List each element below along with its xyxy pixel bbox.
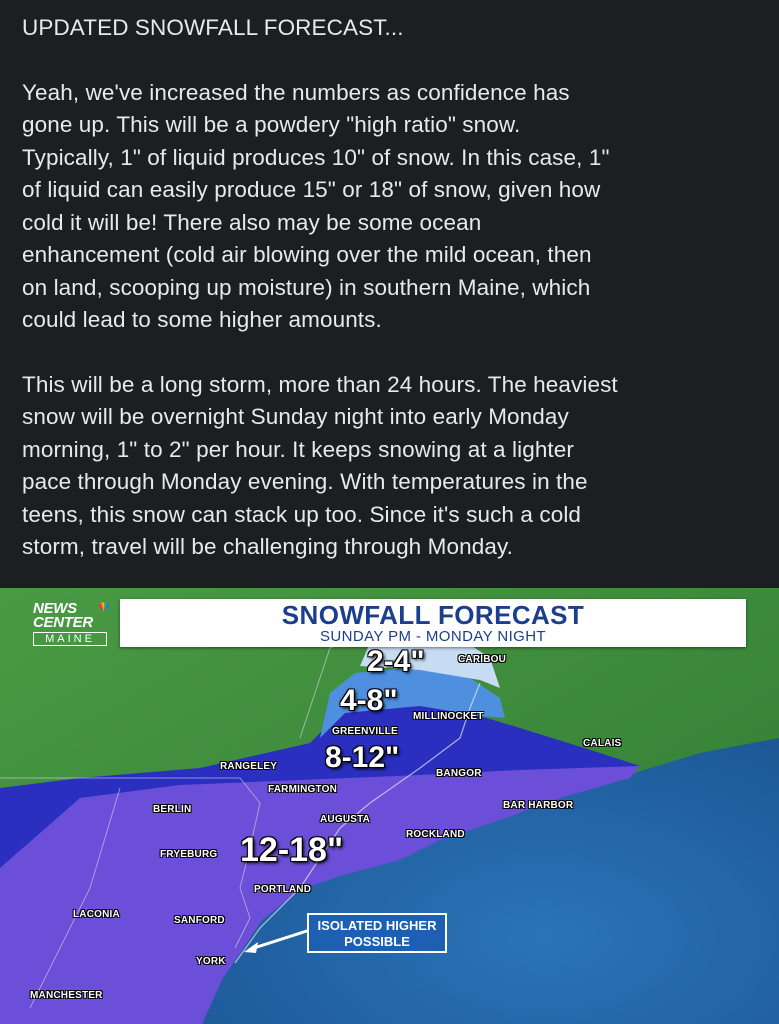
logo-line-1: NEWS xyxy=(33,600,77,617)
city-york: YORK xyxy=(196,956,226,967)
post-line: storm, travel will be challenging through Monday. xyxy=(22,534,513,559)
city-sanford: SANFORD xyxy=(174,915,225,926)
range-label-8-12: 8-12" xyxy=(325,741,400,774)
post-line: of liquid can easily produce 15" or 18" of snow, given how xyxy=(22,177,601,202)
post-line: morning, 1" to 2" per hour. It keeps snowing at a lighter xyxy=(22,436,574,462)
post-line: enhancement (cold air blowing over the mild ocean, then xyxy=(22,242,592,267)
post-line: snow will be overnight Sunday night into early Monday xyxy=(22,404,569,429)
city-augusta: AUGUSTA xyxy=(320,814,371,825)
city-manchester: MANCHESTER xyxy=(30,990,103,1001)
logo-line-3: MAINE xyxy=(33,632,107,646)
post-paragraph-2 xyxy=(22,369,767,564)
nbc-peacock-icon xyxy=(97,602,111,612)
post-line: Yeah, we've increased the numbers as confidence has xyxy=(22,79,570,105)
city-caribou: CARIBOU xyxy=(458,654,507,665)
range-label-4-8: 4-8" xyxy=(340,684,398,717)
city-greenville: GREENVILLE xyxy=(332,726,398,737)
city-bar-harbor: BAR HARBOR xyxy=(503,800,574,811)
city-farmington: FARMINGTON xyxy=(268,784,338,795)
forecast-title: SNOWFALL FORECAST xyxy=(281,600,585,630)
city-millinocket: MILLINOCKET xyxy=(413,711,484,722)
post-line: Typically, 1" of liquid produces 10" of snow. In this case, 1" xyxy=(22,144,610,170)
post-line: This will be a long storm, more than 24 hours. The heaviest xyxy=(22,371,618,397)
city-calais: CALAIS xyxy=(583,738,622,749)
city-bangor: BANGOR xyxy=(436,768,482,779)
city-laconia: LACONIA xyxy=(73,909,120,920)
forecast-banner xyxy=(120,599,746,647)
post-line: teens, this snow can stack up too. Since it's such a cold xyxy=(22,501,582,527)
isolated-higher-callout xyxy=(307,913,447,953)
post-heading: UPDATED SNOWFALL FORECAST... xyxy=(22,15,404,40)
post-line: gone up. This will be a powdery "high ratio" snow. xyxy=(22,112,521,137)
city-portland: PORTLAND xyxy=(254,884,312,895)
forecast-subtitle: SUNDAY PM - MONDAY NIGHT xyxy=(319,628,546,645)
post-line: on land, scooping up moisture) in southern Maine, which xyxy=(22,274,591,300)
post-paragraph-1 xyxy=(22,77,767,337)
post-line: cold it will be! There also may be some ocean xyxy=(22,209,482,235)
city-berlin: BERLIN xyxy=(153,804,192,815)
city-fryeburg: FRYEBURG xyxy=(160,849,218,860)
news-center-maine-logo xyxy=(33,602,111,646)
range-label-12-18: 12-18" xyxy=(240,831,344,869)
range-label-2-4: 2-4" xyxy=(367,645,425,678)
snowfall-map-image[interactable] xyxy=(0,588,779,1024)
city-rangeley: RANGELEY xyxy=(220,761,278,772)
city-rockland: ROCKLAND xyxy=(406,829,465,840)
post-text xyxy=(22,12,767,564)
callout-line-2: POSSIBLE xyxy=(344,934,410,949)
post-line: could lead to some higher amounts. xyxy=(22,307,382,332)
callout-line-1: ISOLATED HIGHER xyxy=(317,918,437,933)
callout-arrow-icon xyxy=(240,928,312,958)
logo-line-2: CENTER xyxy=(33,614,93,631)
post-line: pace through Monday evening. With temperatures in the xyxy=(22,469,588,494)
